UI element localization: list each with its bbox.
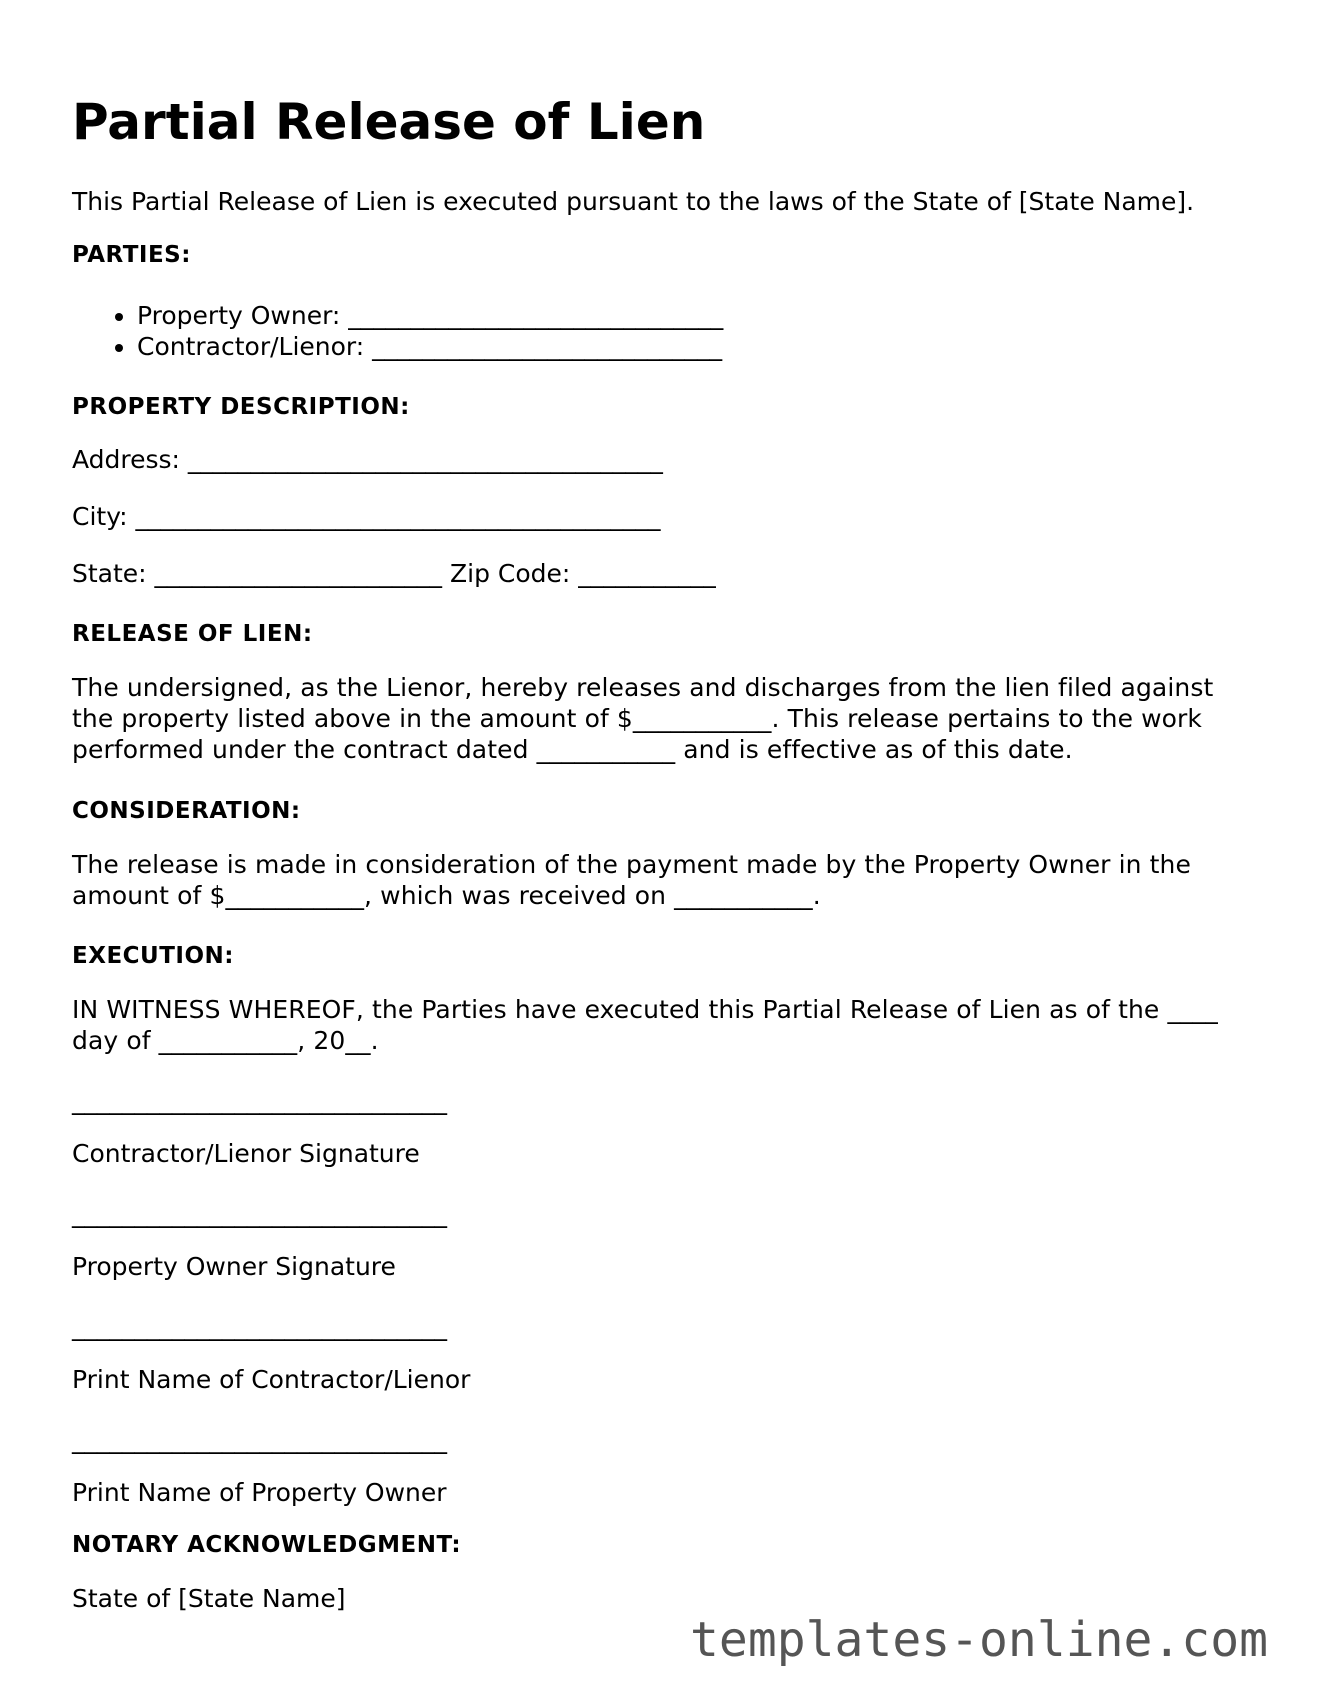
- owner-signature-label: Property Owner Signature: [72, 1252, 396, 1281]
- notary-heading: NOTARY ACKNOWLEDGMENT:: [72, 1532, 462, 1558]
- contractor-print-name-line: ______________________________: [72, 1312, 447, 1341]
- execution-paragraph-line: day of ___________, 20__.: [72, 1026, 379, 1055]
- party-contractor-lienor: • Contractor/Lienor: ____________________________: [137, 331, 723, 362]
- intro-text: This Partial Release of Lien is executed pursuant to the laws of the State of [State Name].: [72, 187, 1195, 216]
- owner-print-name-label: Print Name of Property Owner: [72, 1478, 447, 1507]
- watermark: templates-online.com: [690, 1612, 1268, 1668]
- contractor-signature-label: Contractor/Lienor Signature: [72, 1139, 420, 1168]
- address-field: Address: ______________________________________: [72, 445, 663, 474]
- consideration-paragraph-line: amount of $___________, which was received on ___________.: [72, 881, 821, 910]
- notary-state: State of [State Name]: [72, 1584, 346, 1613]
- parties-list: [72, 300, 723, 362]
- city-field: City: __________________________________________: [72, 502, 661, 531]
- page-title: Partial Release of Lien: [72, 93, 706, 151]
- release-paragraph-line: the property listed above in the amount of $___________. This release pertains to the work: [72, 704, 1202, 733]
- state-zip-field: State: _______________________ Zip Code: ___________: [72, 559, 716, 588]
- release-of-lien-heading: RELEASE OF LIEN:: [72, 621, 313, 647]
- contractor-print-name-label: Print Name of Contractor/Lienor: [72, 1365, 471, 1394]
- release-paragraph-line: performed under the contract dated ___________ and is effective as of this date.: [72, 735, 1073, 764]
- execution-heading: EXECUTION:: [72, 943, 234, 969]
- release-paragraph-line: The undersigned, as the Lienor, hereby releases and discharges from the lien filed against: [72, 673, 1214, 702]
- contractor-signature-line: ______________________________: [72, 1086, 447, 1115]
- consideration-heading: CONSIDERATION:: [72, 798, 301, 824]
- owner-print-name-line: ______________________________: [72, 1425, 447, 1454]
- parties-heading: PARTIES:: [72, 242, 191, 268]
- party-property-owner: • Property Owner: ______________________________: [137, 300, 723, 331]
- property-description-heading: PROPERTY DESCRIPTION:: [72, 394, 410, 420]
- owner-signature-line: ______________________________: [72, 1199, 447, 1228]
- consideration-paragraph-line: The release is made in consideration of the payment made by the Property Owner in the: [72, 850, 1191, 879]
- execution-paragraph-line: IN WITNESS WHEREOF, the Parties have executed this Partial Release of Lien as of the ____: [72, 995, 1218, 1024]
